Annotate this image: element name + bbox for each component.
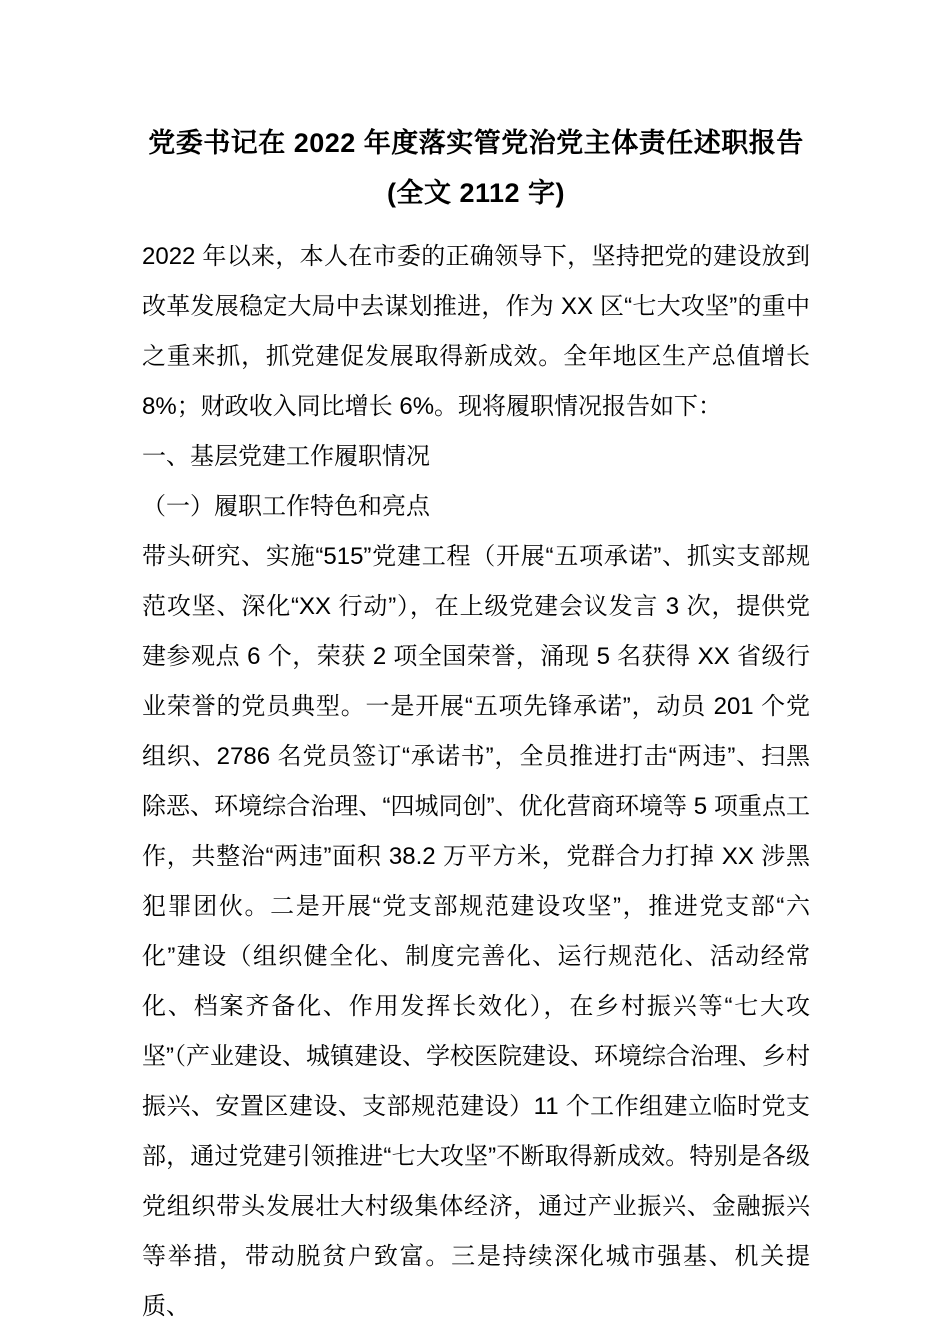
document-title — [142, 118, 810, 218]
section-heading-level2: （一）履职工作特色和亮点 — [142, 493, 430, 520]
document-title-line2: (全文 2112 字) — [386, 178, 566, 208]
section-heading-level1: 一、基层党建工作履职情况 — [142, 443, 430, 470]
document-body — [142, 232, 810, 1332]
document-title-line1: 党委书记在 2022 年度落实管党治党主体责任述职报告 — [148, 128, 804, 158]
paragraph-main: 带头研究、实施“515”党建工程（开展“五项承诺”、抓实支部规范攻坚、深化“XX 行动”），在上级党建会议发言 3 次，提供党建参观点 6 个，荣获 2 项全国荣誉，涌现 5 名获得 XX 省级行业荣誉的党员典型。一是开展“五项先锋承诺”，动员 201 个党组织、2786 名党员签订“承诺书”，全员推进打击“两违”、扫黑除恶、环境综合治理、“四城同创”、优化营商环境等 5 项重点工作，共整治“两违”面积 38.2 万平方米，党群合力打掉 XX 涉黑犯罪团伙。二是开展“党支部规范建设攻坚”，推进党支部“六化”建设（组织健全化、制度完善化、运行规范化、活动经常化、档案齐备化、作用发挥长效化），在乡村振兴等“七大攻坚”（产业建设、城镇建设、学校医院建设、环境综合治理、乡村振兴、安置区建设、支部规范建设）11 个工作组建立临时党支部，通过党建引领推进“七大攻坚”不断取得新成效。特别是各级党组织带头发展壮大村级集体经济，通过产业振兴、金融振兴等举措，带动脱贫户致富。三是持续深化城市强基、机关提质、 — [142, 543, 810, 1320]
paragraph-intro: 2022 年以来，本人在市委的正确领导下，坚持把党的建设放到改革发展稳定大局中去谋划推进，作为 XX 区“七大攻坚”的重中之重来抓，抓党建促发展取得新成效。全年地区生产总值增长 8%；财政收入同比增长 6%。现将履职情况报告如下： — [142, 243, 810, 420]
